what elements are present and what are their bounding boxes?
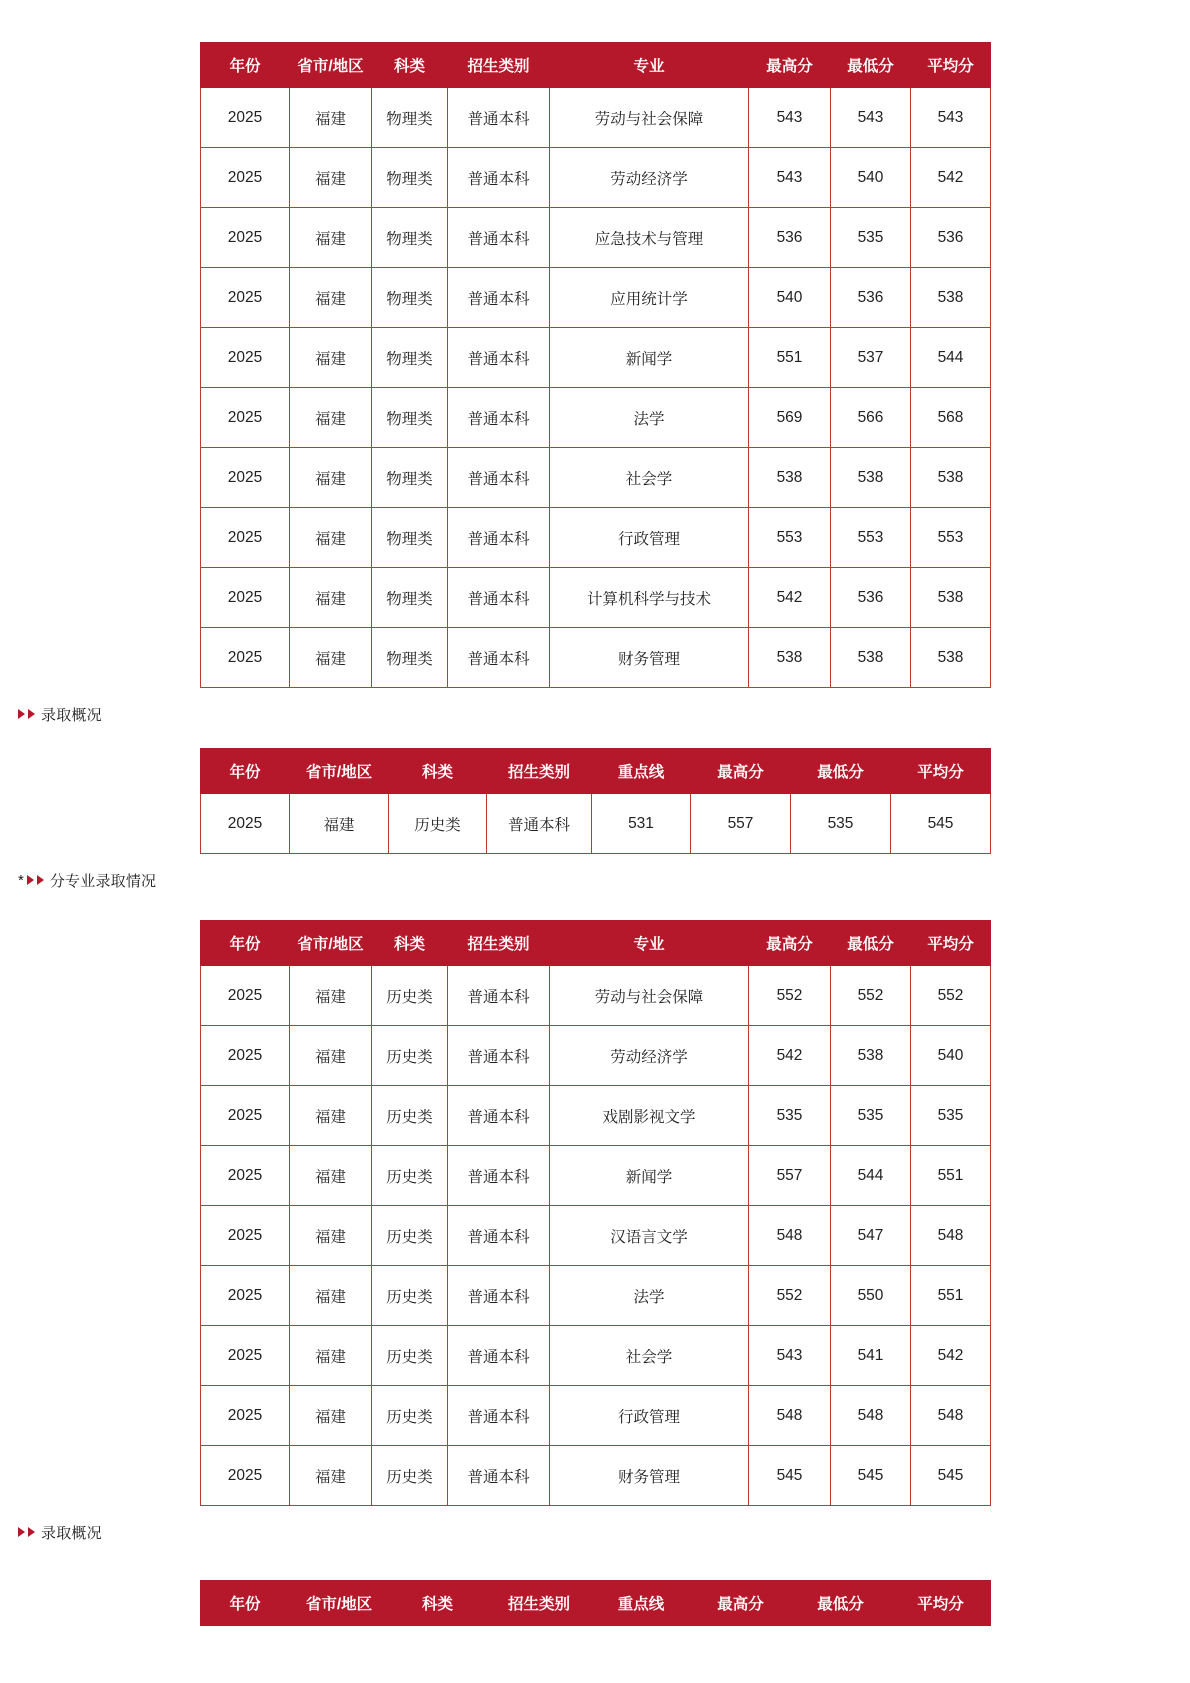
cell-admission-type: 普通本科 xyxy=(448,628,550,688)
cell-max-score: 543 xyxy=(749,148,831,208)
table-header-row xyxy=(201,749,991,794)
cell-max-score: 548 xyxy=(749,1386,831,1446)
cell-min-score: 545 xyxy=(831,1446,911,1506)
cell-admission-type: 普通本科 xyxy=(448,1386,550,1446)
cell-year: 2025 xyxy=(201,1266,290,1326)
cell-region: 福建 xyxy=(290,208,372,268)
cell-avg-score: 551 xyxy=(911,1146,991,1206)
cell-avg-score: 568 xyxy=(911,388,991,448)
col-header-max-score: 最高分 xyxy=(691,1581,791,1626)
table-row xyxy=(201,966,991,1026)
cell-subject: 物理类 xyxy=(372,508,448,568)
col-header-major: 专业 xyxy=(550,921,749,966)
cell-max-score: 538 xyxy=(749,628,831,688)
col-header-year: 年份 xyxy=(201,921,290,966)
col-header-subject: 科类 xyxy=(389,749,487,794)
cell-region: 福建 xyxy=(290,268,372,328)
cell-year: 2025 xyxy=(201,388,290,448)
next-summary-table xyxy=(200,1580,991,1626)
cell-subject: 历史类 xyxy=(372,1086,448,1146)
cell-max-score: 551 xyxy=(749,328,831,388)
cell-min-score: 544 xyxy=(831,1146,911,1206)
cell-subject: 历史类 xyxy=(372,1386,448,1446)
cell-major: 戏剧影视文学 xyxy=(550,1086,749,1146)
cell-subject: 历史类 xyxy=(372,1146,448,1206)
cell-max-score: 545 xyxy=(749,1446,831,1506)
cell-major: 汉语言文学 xyxy=(550,1206,749,1266)
table-header-row xyxy=(201,1581,991,1626)
col-header-key-line: 重点线 xyxy=(592,749,691,794)
table-header-row xyxy=(201,43,991,88)
table-row xyxy=(201,148,991,208)
cell-subject: 物理类 xyxy=(372,88,448,148)
cell-avg-score: 553 xyxy=(911,508,991,568)
cell-major: 新闻学 xyxy=(550,328,749,388)
cell-avg-score: 548 xyxy=(911,1206,991,1266)
cell-subject: 物理类 xyxy=(372,448,448,508)
cell-admission-type: 普通本科 xyxy=(448,148,550,208)
table-row xyxy=(201,628,991,688)
cell-admission-type: 普通本科 xyxy=(448,1206,550,1266)
cell-year: 2025 xyxy=(201,1386,290,1446)
cell-subject: 历史类 xyxy=(389,794,487,854)
cell-min-score: 550 xyxy=(831,1266,911,1326)
cell-admission-type: 普通本科 xyxy=(487,794,592,854)
cell-subject: 物理类 xyxy=(372,328,448,388)
cell-avg-score: 552 xyxy=(911,966,991,1026)
cell-max-score: 542 xyxy=(749,568,831,628)
cell-max-score: 538 xyxy=(749,448,831,508)
cell-year: 2025 xyxy=(201,628,290,688)
cell-year: 2025 xyxy=(201,328,290,388)
cell-subject: 历史类 xyxy=(372,966,448,1026)
cell-avg-score: 542 xyxy=(911,148,991,208)
cell-year: 2025 xyxy=(201,1086,290,1146)
col-header-year: 年份 xyxy=(201,749,290,794)
cell-admission-type: 普通本科 xyxy=(448,328,550,388)
cell-avg-score: 535 xyxy=(911,1086,991,1146)
cell-min-score: 548 xyxy=(831,1386,911,1446)
cell-major: 社会学 xyxy=(550,1326,749,1386)
cell-year: 2025 xyxy=(201,1146,290,1206)
history-detail-table-wrap xyxy=(200,920,990,1506)
physics-detail-table-wrap xyxy=(200,42,990,688)
col-header-region: 省市/地区 xyxy=(290,749,389,794)
cell-admission-type: 普通本科 xyxy=(448,508,550,568)
col-header-admission-type: 招生类别 xyxy=(448,43,550,88)
cell-year: 2025 xyxy=(201,966,290,1026)
col-header-avg-score: 平均分 xyxy=(891,1581,991,1626)
cell-region: 福建 xyxy=(290,1086,372,1146)
cell-avg-score: 538 xyxy=(911,568,991,628)
cell-max-score: 557 xyxy=(691,794,791,854)
caption-label: 录取概况 xyxy=(41,1524,102,1542)
table-row xyxy=(201,568,991,628)
cell-major: 劳动与社会保障 xyxy=(550,88,749,148)
col-header-region: 省市/地区 xyxy=(290,43,372,88)
table-row xyxy=(201,88,991,148)
caption-label: 分专业录取情况 xyxy=(49,872,157,890)
cell-key-line: 531 xyxy=(592,794,691,854)
table-row xyxy=(201,448,991,508)
cell-region: 福建 xyxy=(290,1386,372,1446)
cell-min-score: 537 xyxy=(831,328,911,388)
cell-admission-type: 普通本科 xyxy=(448,448,550,508)
cell-max-score: 542 xyxy=(749,1026,831,1086)
cell-subject: 物理类 xyxy=(372,628,448,688)
cell-region: 福建 xyxy=(290,628,372,688)
cell-admission-type: 普通本科 xyxy=(448,1446,550,1506)
table-row xyxy=(201,1266,991,1326)
cell-max-score: 552 xyxy=(749,966,831,1026)
cell-subject: 物理类 xyxy=(372,208,448,268)
cell-subject: 历史类 xyxy=(372,1446,448,1506)
cell-major: 财务管理 xyxy=(550,628,749,688)
cell-max-score: 543 xyxy=(749,88,831,148)
col-header-min-score: 最低分 xyxy=(791,1581,891,1626)
cell-admission-type: 普通本科 xyxy=(448,268,550,328)
col-header-region: 省市/地区 xyxy=(290,921,372,966)
cell-region: 福建 xyxy=(290,568,372,628)
cell-min-score: 543 xyxy=(831,88,911,148)
cell-avg-score: 538 xyxy=(911,448,991,508)
cell-major: 劳动经济学 xyxy=(550,148,749,208)
cell-admission-type: 普通本科 xyxy=(448,1266,550,1326)
cell-year: 2025 xyxy=(201,508,290,568)
col-header-major: 专业 xyxy=(550,43,749,88)
history-summary-table xyxy=(200,748,991,854)
cell-min-score: 552 xyxy=(831,966,911,1026)
table-row xyxy=(201,1026,991,1086)
cell-major: 法学 xyxy=(550,388,749,448)
table-row xyxy=(201,508,991,568)
cell-major: 新闻学 xyxy=(550,1146,749,1206)
col-header-year: 年份 xyxy=(201,1581,290,1626)
cell-region: 福建 xyxy=(290,966,372,1026)
next-summary-table-wrap xyxy=(200,1580,990,1626)
col-header-max-score: 最高分 xyxy=(691,749,791,794)
cell-year: 2025 xyxy=(201,794,290,854)
cell-region: 福建 xyxy=(290,388,372,448)
table-row xyxy=(201,388,991,448)
cell-year: 2025 xyxy=(201,568,290,628)
col-header-min-score: 最低分 xyxy=(791,749,891,794)
cell-min-score: 538 xyxy=(831,1026,911,1086)
cell-major: 应急技术与管理 xyxy=(550,208,749,268)
cell-admission-type: 普通本科 xyxy=(448,1326,550,1386)
cell-major: 行政管理 xyxy=(550,508,749,568)
col-header-subject: 科类 xyxy=(372,43,448,88)
cell-region: 福建 xyxy=(290,88,372,148)
cell-max-score: 552 xyxy=(749,1266,831,1326)
cell-major: 劳动经济学 xyxy=(550,1026,749,1086)
spacer xyxy=(0,894,1190,920)
cell-avg-score: 551 xyxy=(911,1266,991,1326)
cell-major: 行政管理 xyxy=(550,1386,749,1446)
cell-avg-score: 536 xyxy=(911,208,991,268)
cell-year: 2025 xyxy=(201,1206,290,1266)
triangle-right-icon xyxy=(27,875,34,885)
cell-min-score: 566 xyxy=(831,388,911,448)
cell-region: 福建 xyxy=(290,1146,372,1206)
cell-max-score: 535 xyxy=(749,1086,831,1146)
cell-min-score: 540 xyxy=(831,148,911,208)
cell-subject: 物理类 xyxy=(372,268,448,328)
cell-max-score: 540 xyxy=(749,268,831,328)
cell-min-score: 536 xyxy=(831,568,911,628)
cell-avg-score: 548 xyxy=(911,1386,991,1446)
col-header-subject: 科类 xyxy=(389,1581,487,1626)
cell-subject: 历史类 xyxy=(372,1266,448,1326)
triangle-right-icon xyxy=(28,709,35,719)
cell-min-score: 535 xyxy=(831,1086,911,1146)
cell-avg-score: 538 xyxy=(911,268,991,328)
cell-region: 福建 xyxy=(290,508,372,568)
col-header-min-score: 最低分 xyxy=(831,43,911,88)
cell-region: 福建 xyxy=(290,794,389,854)
cell-year: 2025 xyxy=(201,1446,290,1506)
table-row xyxy=(201,1386,991,1446)
cell-max-score: 536 xyxy=(749,208,831,268)
cell-avg-score: 545 xyxy=(911,1446,991,1506)
spacer xyxy=(0,854,1190,866)
table-row xyxy=(201,208,991,268)
col-header-max-score: 最高分 xyxy=(749,43,831,88)
col-header-avg-score: 平均分 xyxy=(911,43,991,88)
cell-admission-type: 普通本科 xyxy=(448,88,550,148)
caption-by-major-2 xyxy=(0,866,1190,894)
col-header-admission-type: 招生类别 xyxy=(487,1581,592,1626)
col-header-key-line: 重点线 xyxy=(592,1581,691,1626)
cell-avg-score: 542 xyxy=(911,1326,991,1386)
triangle-right-icon xyxy=(37,875,44,885)
cell-region: 福建 xyxy=(290,1206,372,1266)
asterisk-icon: * xyxy=(18,871,24,889)
cell-region: 福建 xyxy=(290,148,372,208)
history-detail-table xyxy=(200,920,991,1506)
cell-year: 2025 xyxy=(201,1026,290,1086)
cell-year: 2025 xyxy=(201,1326,290,1386)
cell-subject: 物理类 xyxy=(372,148,448,208)
cell-subject: 历史类 xyxy=(372,1206,448,1266)
col-header-avg-score: 平均分 xyxy=(911,921,991,966)
cell-min-score: 553 xyxy=(831,508,911,568)
table-row xyxy=(201,1146,991,1206)
physics-detail-table xyxy=(200,42,991,688)
cell-min-score: 536 xyxy=(831,268,911,328)
triangle-right-icon xyxy=(18,709,25,719)
col-header-subject: 科类 xyxy=(372,921,448,966)
cell-admission-type: 普通本科 xyxy=(448,966,550,1026)
table-header-row xyxy=(201,921,991,966)
cell-max-score: 543 xyxy=(749,1326,831,1386)
cell-min-score: 538 xyxy=(831,448,911,508)
cell-subject: 物理类 xyxy=(372,568,448,628)
cell-admission-type: 普通本科 xyxy=(448,1146,550,1206)
cell-major: 劳动与社会保障 xyxy=(550,966,749,1026)
cell-major: 计算机科学与技术 xyxy=(550,568,749,628)
cell-region: 福建 xyxy=(290,1326,372,1386)
cell-avg-score: 538 xyxy=(911,628,991,688)
caption-overview-2 xyxy=(0,1518,1190,1546)
triangle-right-icon xyxy=(28,1527,35,1537)
caption-overview-1 xyxy=(0,700,1190,728)
col-header-year: 年份 xyxy=(201,43,290,88)
cell-year: 2025 xyxy=(201,268,290,328)
cell-major: 财务管理 xyxy=(550,1446,749,1506)
triangle-right-icon xyxy=(18,1527,25,1537)
cell-min-score: 535 xyxy=(831,208,911,268)
cell-admission-type: 普通本科 xyxy=(448,1026,550,1086)
cell-max-score: 548 xyxy=(749,1206,831,1266)
cell-region: 福建 xyxy=(290,1266,372,1326)
cell-subject: 历史类 xyxy=(372,1326,448,1386)
cell-year: 2025 xyxy=(201,208,290,268)
cell-avg-score: 540 xyxy=(911,1026,991,1086)
col-header-region: 省市/地区 xyxy=(290,1581,389,1626)
cell-region: 福建 xyxy=(290,1026,372,1086)
cell-avg-score: 543 xyxy=(911,88,991,148)
cell-avg-score: 544 xyxy=(911,328,991,388)
col-header-min-score: 最低分 xyxy=(831,921,911,966)
table-row xyxy=(201,794,991,854)
cell-max-score: 553 xyxy=(749,508,831,568)
col-header-admission-type: 招生类别 xyxy=(487,749,592,794)
cell-major: 应用统计学 xyxy=(550,268,749,328)
table-row xyxy=(201,1086,991,1146)
cell-year: 2025 xyxy=(201,88,290,148)
cell-admission-type: 普通本科 xyxy=(448,568,550,628)
cell-admission-type: 普通本科 xyxy=(448,208,550,268)
caption-label: 录取概况 xyxy=(41,706,102,724)
cell-max-score: 569 xyxy=(749,388,831,448)
top-spacer xyxy=(0,0,1190,42)
table-row xyxy=(201,268,991,328)
cell-major: 社会学 xyxy=(550,448,749,508)
col-header-admission-type: 招生类别 xyxy=(448,921,550,966)
cell-max-score: 557 xyxy=(749,1146,831,1206)
spacer xyxy=(0,688,1190,700)
table-row xyxy=(201,328,991,388)
cell-year: 2025 xyxy=(201,448,290,508)
spacer xyxy=(0,728,1190,748)
cell-min-score: 538 xyxy=(831,628,911,688)
cell-subject: 历史类 xyxy=(372,1026,448,1086)
table-row xyxy=(201,1446,991,1506)
spacer xyxy=(0,1546,1190,1580)
col-header-avg-score: 平均分 xyxy=(891,749,991,794)
cell-region: 福建 xyxy=(290,1446,372,1506)
table-row xyxy=(201,1206,991,1266)
cell-admission-type: 普通本科 xyxy=(448,388,550,448)
cell-region: 福建 xyxy=(290,448,372,508)
col-header-max-score: 最高分 xyxy=(749,921,831,966)
spacer xyxy=(0,1506,1190,1518)
cell-major: 法学 xyxy=(550,1266,749,1326)
cell-min-score: 535 xyxy=(791,794,891,854)
cell-region: 福建 xyxy=(290,328,372,388)
cell-min-score: 541 xyxy=(831,1326,911,1386)
table-row xyxy=(201,1326,991,1386)
cell-min-score: 547 xyxy=(831,1206,911,1266)
history-summary-table-wrap xyxy=(200,748,990,854)
cell-year: 2025 xyxy=(201,148,290,208)
cell-subject: 物理类 xyxy=(372,388,448,448)
cell-admission-type: 普通本科 xyxy=(448,1086,550,1146)
cell-avg-score: 545 xyxy=(891,794,991,854)
